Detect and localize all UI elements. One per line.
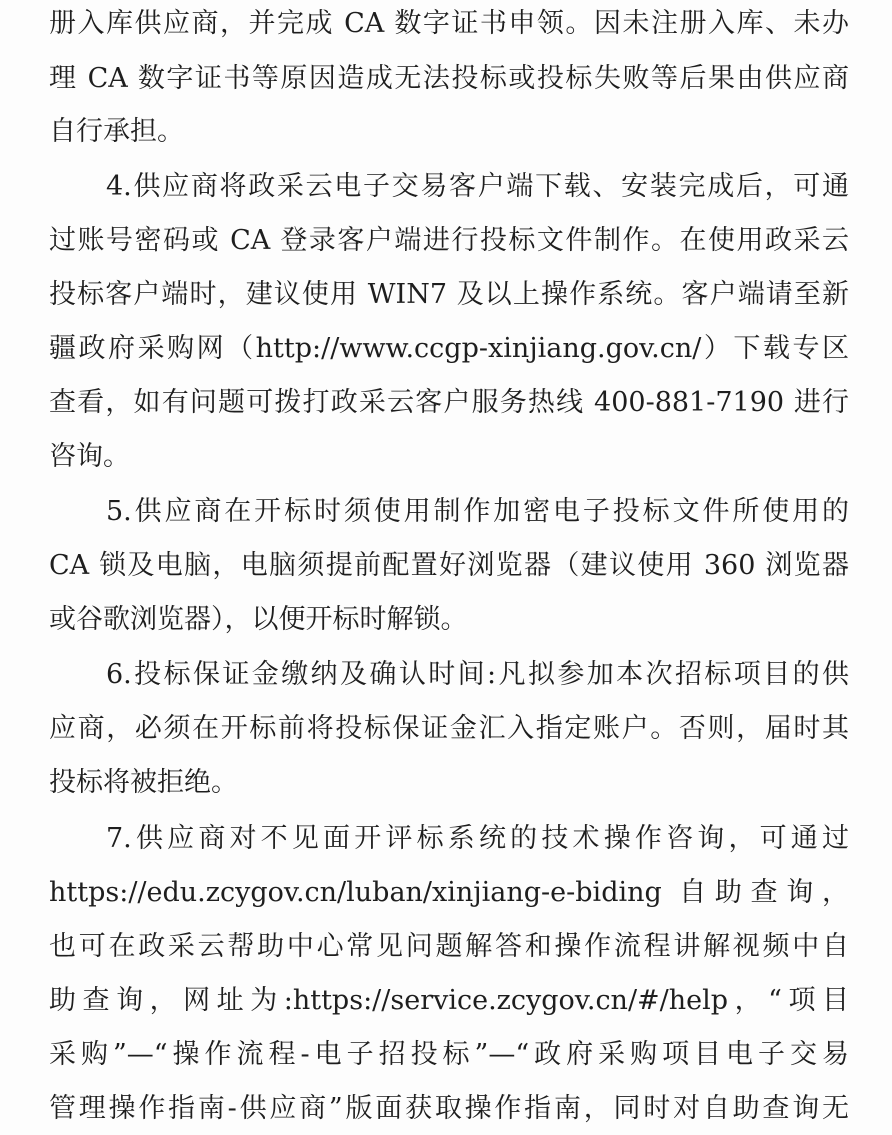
text-line: 理 CA 数字证书等原因造成无法投标或投标失败等后果由供应商 [49, 63, 849, 94]
text-line: 疆政府采购网（http://www.ccgp-xinjiang.gov.cn/）下载专区 [49, 333, 849, 364]
text-line: 采购”—“操作流程-电子招投标”—“政府采购项目电子交易 [49, 1039, 849, 1070]
text-line: 应商，必须在开标前将投标保证金汇入指定账户。否则，届时其 [49, 713, 849, 744]
text-line: https://edu.zcygov.cn/luban/xinjiang-e-biding 自助查询， [49, 877, 849, 908]
text-line: 过账号密码或 CA 登录客户端进行投标文件制作。在使用政采云 [49, 225, 849, 256]
text-line: CA 锁及电脑，电脑须提前配置好浏览器（建议使用 360 浏览器 [49, 550, 849, 581]
text-line: 自行承担。 [49, 116, 184, 147]
text-line: 或谷歌浏览器），以便开标时解锁。 [49, 604, 468, 635]
text-line: 6.投标保证金缴纳及确认时间:凡拟参加本次招标项目的供 [106, 659, 849, 690]
text-line: 4.供应商将政采云电子交易客户端下载、安装完成后，可通 [106, 171, 849, 202]
text-line: 管理操作指南-供应商”版面获取操作指南，同时对自助查询无 [49, 1093, 849, 1124]
text-line: 7.供应商对不见面开评标系统的技术操作咨询，可通过 [106, 823, 849, 854]
text-line: 投标将被拒绝。 [49, 767, 238, 798]
text-line: 助查询，网址为:https://service.zcygov.cn/#/help，“项目 [49, 985, 849, 1016]
text-line: 咨询。 [49, 441, 130, 472]
text-line: 册入库供应商，并完成 CA 数字证书申领。因未注册入库、未办 [49, 8, 849, 39]
text-line: 查看，如有问题可拨打政采云客户服务热线 400-881-7190 进行 [49, 387, 849, 418]
text-line: 也可在政采云帮助中心常见问题解答和操作流程讲解视频中自 [49, 931, 849, 962]
text-line: 5.供应商在开标时须使用制作加密电子投标文件所使用的 [106, 496, 849, 527]
text-line: 投标客户端时，建议使用 WIN7 及以上操作系统。客户端请至新 [49, 279, 849, 310]
